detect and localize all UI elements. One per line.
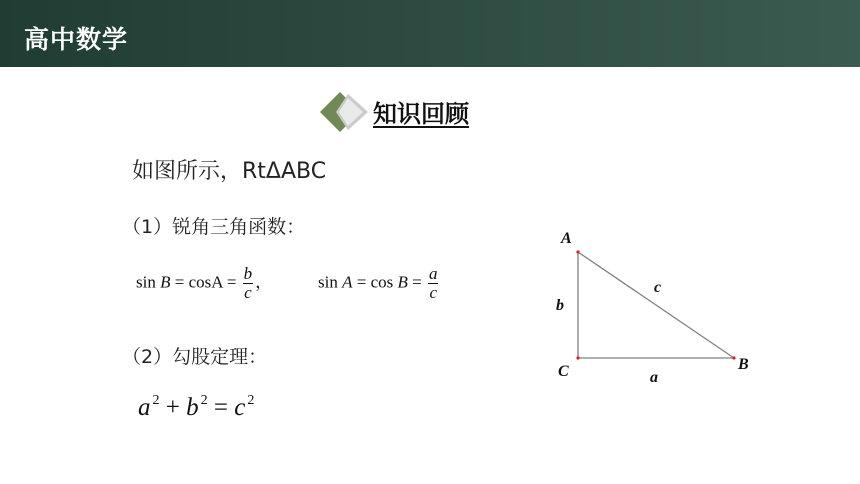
- formula-text: ，: [255, 272, 273, 292]
- formula-pythagoras: [138, 393, 254, 422]
- vertex-label-a: A: [561, 230, 572, 247]
- fraction: [243, 265, 254, 302]
- diamond-icon: [318, 90, 370, 134]
- formula-text: =: [407, 272, 426, 292]
- formula-text: = cos: [352, 272, 398, 292]
- triangle-side-c: [578, 252, 734, 358]
- formula-var: b: [186, 394, 199, 421]
- right-triangle-diagram: [548, 222, 768, 392]
- exponent: 2: [247, 393, 255, 408]
- formula-trig-sinB: [136, 265, 272, 302]
- formula-var: B: [397, 272, 408, 292]
- exponent: 2: [200, 393, 208, 408]
- vertex-dot-c: [576, 356, 579, 359]
- section-title: 知识回顾: [373, 100, 469, 128]
- side-label-b: b: [556, 297, 564, 314]
- exponent: 2: [152, 393, 160, 408]
- fraction: [428, 265, 439, 302]
- fraction-denominator: c: [429, 283, 437, 302]
- vertex-dot-b: [732, 356, 735, 359]
- header-title: 高中数学: [24, 25, 129, 54]
- vertex-dot-a: [576, 250, 579, 253]
- side-label-c: c: [654, 279, 662, 296]
- fraction-numerator: b: [243, 264, 253, 283]
- formula-var: c: [234, 394, 246, 421]
- fraction-denominator: c: [244, 283, 252, 302]
- formula-trig-sinA: [318, 265, 440, 302]
- formula-text: sin: [318, 272, 343, 292]
- item-label-trig: （1）锐角三角函数：: [122, 216, 306, 238]
- formula-text: =: [207, 394, 235, 421]
- formula-text: +: [159, 394, 187, 421]
- formula-text: sin: [136, 272, 161, 292]
- vertex-label-b: B: [738, 356, 749, 373]
- vertex-label-c: C: [558, 363, 569, 380]
- formula-text: = cosA =: [170, 272, 241, 292]
- intro-text: 如图所示，RtΔABC: [132, 159, 327, 184]
- fraction-numerator: a: [428, 264, 438, 283]
- formula-var: B: [160, 272, 171, 292]
- item-label-pythagoras: （2）勾股定理：: [122, 346, 268, 368]
- side-label-a: a: [650, 369, 658, 386]
- formula-var: a: [138, 394, 151, 421]
- formula-var: A: [342, 272, 353, 292]
- header-bar: [0, 0, 860, 67]
